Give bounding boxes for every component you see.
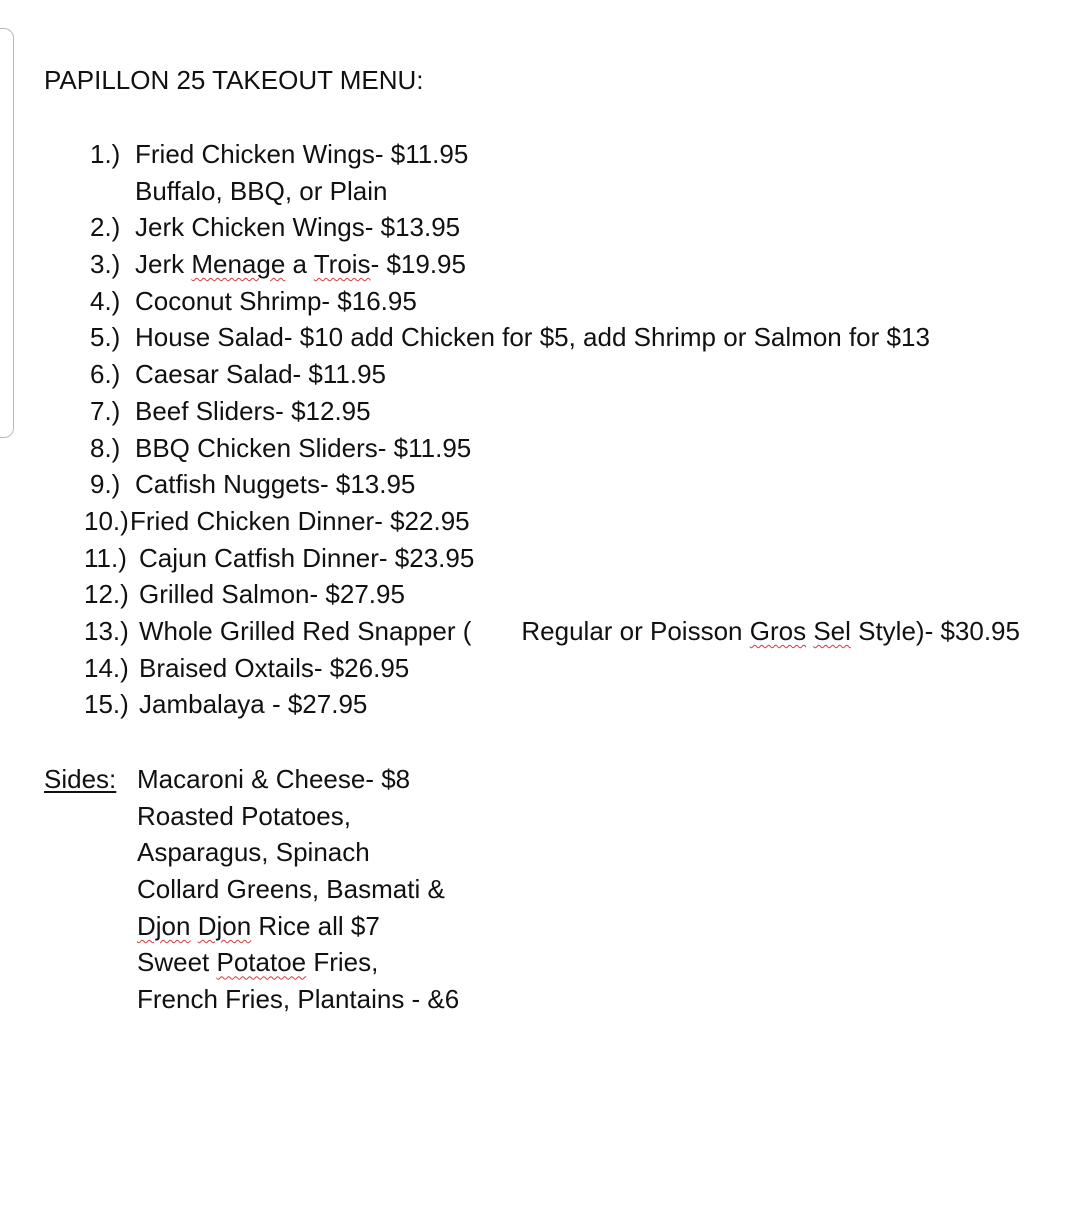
spellcheck-word: Potatoe bbox=[216, 947, 307, 978]
menu-item bbox=[0, 650, 1080, 687]
menu-item bbox=[0, 136, 1080, 209]
item-number: 12.) bbox=[84, 579, 129, 610]
item-text: Beef Sliders- $12.95 bbox=[135, 395, 371, 426]
side-text-part: Fries, bbox=[306, 947, 379, 978]
item-text: Jambalaya - $27.95 bbox=[139, 689, 368, 720]
item-number: 4.) bbox=[90, 285, 121, 316]
item-text: Cajun Catfish Dinner- $23.95 bbox=[139, 542, 475, 573]
menu-item bbox=[0, 246, 1080, 283]
item-text: Coconut Shrimp- $16.95 bbox=[135, 285, 417, 316]
item-number: 9.) bbox=[90, 469, 121, 500]
side-text-part: Sweet bbox=[137, 947, 217, 978]
spellcheck-word: Gros bbox=[749, 615, 807, 646]
item-number: 10.) bbox=[84, 505, 129, 536]
item-text-part: Regular or Poisson bbox=[521, 615, 750, 646]
spellcheck-word: Menage bbox=[191, 249, 286, 280]
side-line: French Fries, Plantains - &6 bbox=[137, 984, 460, 1015]
item-text-part: Whole Grilled Red Snapper ( bbox=[139, 615, 472, 646]
menu-item bbox=[0, 430, 1080, 467]
item-number: 8.) bbox=[90, 432, 121, 463]
item-text: Fried Chicken Wings- $11.95 bbox=[135, 139, 469, 169]
menu-list bbox=[0, 136, 1080, 723]
item-number: 3.) bbox=[90, 249, 121, 280]
item-text-part: a bbox=[285, 249, 314, 280]
side-text-part bbox=[190, 911, 197, 941]
side-line: Roasted Potatoes, bbox=[137, 800, 351, 831]
side-line bbox=[137, 908, 459, 945]
item-text-part: - $19.95 bbox=[370, 249, 466, 280]
item-text: Jerk Chicken Wings- $13.95 bbox=[135, 212, 461, 243]
menu-item bbox=[0, 283, 1080, 320]
item-number: 2.) bbox=[90, 212, 121, 243]
item-number: 14.) bbox=[84, 652, 129, 683]
side-text-part: Rice all $7 bbox=[251, 910, 380, 941]
side-line bbox=[137, 944, 459, 981]
side-line: Asparagus, Spinach bbox=[137, 837, 370, 868]
spellcheck-word: Djon bbox=[137, 910, 191, 941]
item-text: Fried Chicken Dinner- $22.95 bbox=[130, 505, 470, 536]
item-text: Catfish Nuggets- $13.95 bbox=[135, 469, 416, 500]
menu-item bbox=[0, 686, 1080, 723]
item-number: 1.) bbox=[90, 139, 121, 169]
item-text: BBQ Chicken Sliders- $11.95 bbox=[135, 432, 472, 463]
side-line: Collard Greens, Basmati & bbox=[137, 874, 445, 905]
item-number: 7.) bbox=[90, 395, 121, 426]
menu-item bbox=[0, 503, 1080, 540]
item-number: 5.) bbox=[90, 322, 121, 353]
item-number: 11.) bbox=[84, 542, 127, 573]
item-text-part: Jerk bbox=[135, 249, 192, 280]
menu-item bbox=[0, 319, 1080, 356]
menu-title: PAPILLON 25 TAKEOUT MENU: bbox=[44, 65, 424, 95]
spellcheck-word: Djon bbox=[197, 910, 252, 941]
item-text: Braised Oxtails- $26.95 bbox=[139, 652, 410, 683]
item-subtext: Buffalo, BBQ, or Plain bbox=[135, 175, 388, 206]
menu-item bbox=[0, 576, 1080, 613]
menu-item bbox=[0, 356, 1080, 393]
side-line: Macaroni & Cheese- $8 bbox=[137, 764, 411, 794]
spellcheck-word: Sel bbox=[813, 615, 851, 646]
sides-label: Sides: bbox=[44, 764, 117, 794]
spellcheck-word: Trois bbox=[313, 249, 371, 280]
item-number: 13.) bbox=[84, 615, 129, 646]
item-text bbox=[139, 613, 1020, 650]
item-text: Caesar Salad- $11.95 bbox=[135, 359, 387, 390]
item-text: Grilled Salmon- $27.95 bbox=[139, 579, 405, 610]
item-text: House Salad- $10 add Chicken for $5, add Shrimp or Salmon for $13 bbox=[135, 322, 930, 353]
menu-item bbox=[0, 209, 1080, 246]
sides-list bbox=[137, 761, 459, 1018]
menu-item bbox=[0, 540, 1080, 577]
menu-item bbox=[0, 466, 1080, 503]
menu-item bbox=[0, 393, 1080, 430]
item-text-part: Style)- $30.95 bbox=[850, 615, 1020, 646]
item-text bbox=[135, 246, 466, 283]
item-number: 15.) bbox=[84, 689, 129, 720]
item-number: 6.) bbox=[90, 359, 121, 390]
menu-item bbox=[0, 613, 1080, 650]
